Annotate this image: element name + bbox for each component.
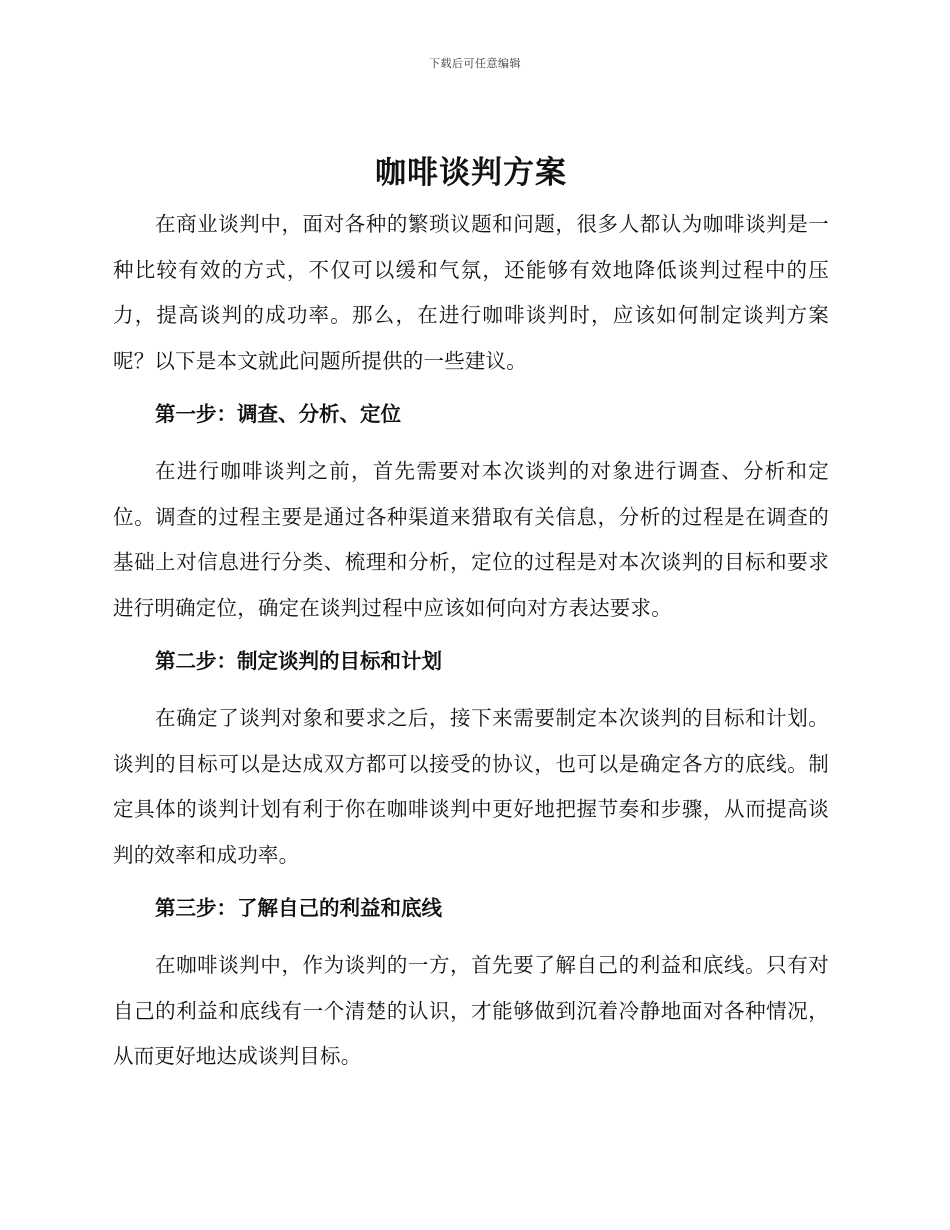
spacer xyxy=(113,631,829,646)
spacer xyxy=(113,676,829,696)
document-content xyxy=(113,150,829,1080)
section-heading-3: 第三步：了解自己的利益和底线 xyxy=(155,896,442,920)
section-body-2: 在确定了谈判对象和要求之后，接下来需要制定本次谈判的目标和计划。谈判的目标可以是达成双方都可以接受的协议，也可以是确定各方的底线。制定具体的谈判计划有利于你在咖啡谈判中更好地把握节奏和步骤，从而提高谈判的效率和成功率。 xyxy=(113,706,829,867)
spacer xyxy=(113,878,829,893)
header-note: 下载后可任意编辑 xyxy=(429,57,521,70)
section-body-1: 在进行咖啡谈判之前，首先需要对本次谈判的对象进行调查、分析和定位。调查的过程主要是通过各种渠道来猎取有关信息，分析的过程是在调查的基础上对信息进行分类、梳理和分析，定位的过程是对本次谈判的目标和要求进行明确定位，确定在谈判过程中应该如何向对方表达要求。 xyxy=(113,459,829,620)
section-heading-2: 第二步：制定谈判的目标和计划 xyxy=(155,649,442,673)
document-title: 咖啡谈判方案 xyxy=(375,155,567,191)
spacer xyxy=(113,384,829,399)
spacer xyxy=(113,429,829,449)
intro-paragraph: 在商业谈判中，面对各种的繁琐议题和问题，很多人都认为咖啡谈判是一种比较有效的方式，不仅可以缓和气氛，还能够有效地降低谈判过程中的压力，提高谈判的成功率。那么，在进行咖啡谈判时，应该如何制定谈判方案呢？以下是本文就此问题所提供的一些建议。 xyxy=(113,212,829,373)
section-heading-1: 第一步：调查、分析、定位 xyxy=(155,402,401,426)
spacer xyxy=(113,923,829,943)
section-body-3: 在咖啡谈判中，作为谈判的一方，首先要了解自己的利益和底线。只有对自己的利益和底线有一个清楚的认识，才能够做到沉着冷静地面对各种情况，从而更好地达成谈判目标。 xyxy=(113,953,829,1068)
